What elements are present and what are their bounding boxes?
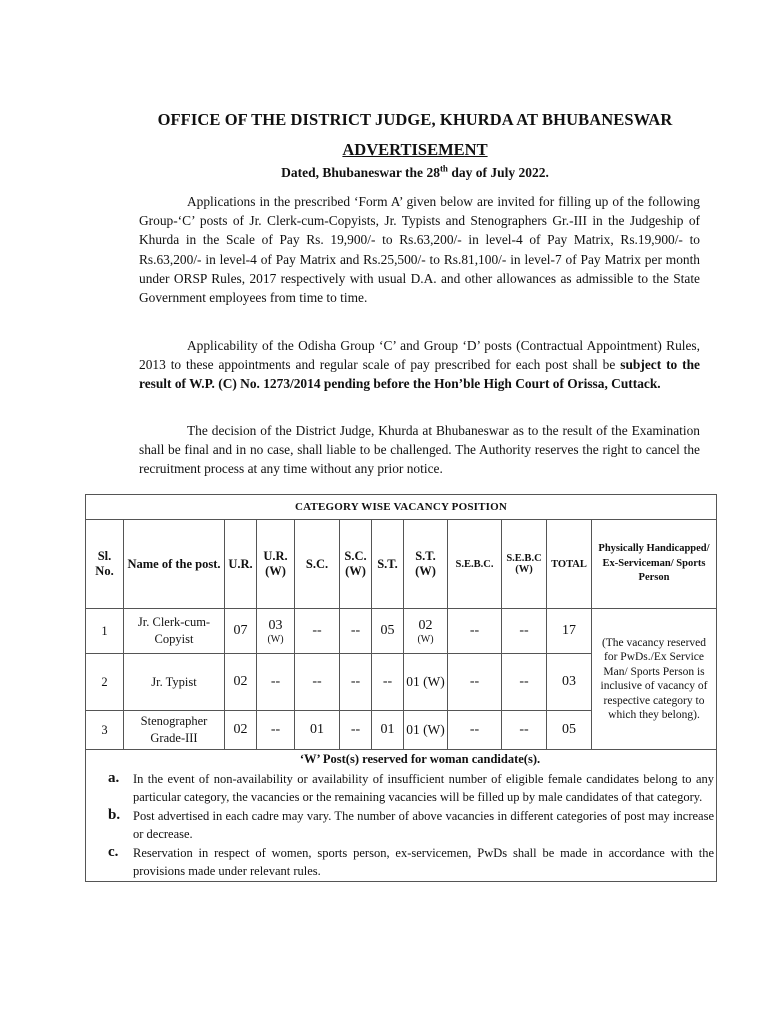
row-total: 03 [547, 654, 592, 711]
note-b [88, 807, 714, 844]
header-ur: U.R. [225, 520, 257, 609]
advertisement-heading: ADVERTISEMENT [342, 140, 488, 159]
note-a [88, 770, 714, 807]
row-sc-w: -- [340, 654, 372, 711]
dated-rest: day of July 2022. [451, 165, 549, 180]
row-sebc: -- [448, 711, 502, 750]
applicability-paragraph [139, 336, 700, 394]
note-c-text: Reservation in respect of women, sports person, ex-servicemen, PwDs shall be made in accordance with the provisions made under relevant rules. [133, 845, 714, 878]
row-ur: 02 [225, 654, 257, 711]
row-sc-w: -- [340, 609, 372, 654]
row-sc-w: -- [340, 711, 372, 750]
row-sc: 01 [295, 711, 340, 750]
dated-day: 28 [426, 165, 440, 180]
row-ur: 07 [225, 609, 257, 654]
row-st: 01 [372, 711, 404, 750]
vacancy-table [85, 494, 717, 882]
row-total: 17 [547, 609, 592, 654]
header-physically-handicapped: Physically Handicapped/ Ex-Serviceman/ Sports Person [592, 520, 717, 609]
decision-paragraph: The decision of the District Judge, Khurda at Bhubaneswar as to the result of the Examination shall be final and in no case, shall liable to be challenged. The Authority reserves the right to cancel the recruitment process at any time without any prior notice. [139, 423, 700, 477]
applicability-bold-text: subject to the result of W.P. (C) No. 1273/2014 pending before the Hon’ble High Court of Orissa, Cuttack. [139, 357, 700, 392]
header-total: TOTAL [547, 520, 592, 609]
row-ur: 02 [225, 711, 257, 750]
women-reservation-note: ‘W’ Post(s) reserved for woman candidate(s). [299, 752, 541, 766]
note-a-text: In the event of non-availability or availability of insufficient number of eligible female candidates belong to any particular category, the vacancies or the remaining vacancies will be filled up by male candidates of that category. [133, 771, 714, 804]
row-ur-w: -- [257, 711, 295, 750]
row-st: -- [372, 654, 404, 711]
row-sc: -- [295, 654, 340, 711]
row-ur-w: -- [257, 654, 295, 711]
row-sebc: -- [448, 654, 502, 711]
note-c [88, 844, 714, 881]
header-sebc: S.E.B.C. [448, 520, 502, 609]
physically-handicapped-note: (The vacancy reserved for PwDs./Ex Service Man/ Sports Person is inclusive of vacancy of respective category to which they belong). [592, 609, 717, 750]
row-st-w [404, 609, 448, 654]
note-b-text: Post advertised in each cadre may vary. The number of above vacancies in different categories of post may increase or decrease. [133, 808, 714, 841]
row-sebc-w: -- [502, 654, 547, 711]
dated-prefix: Dated, Bhubaneswar the [281, 165, 424, 180]
row-st: 05 [372, 609, 404, 654]
row-ur-w-marker: (W) [267, 633, 284, 645]
row-st-w-marker: (W) [417, 633, 434, 645]
row-ur-w [257, 609, 295, 654]
header-sl-no: Sl. No. [86, 520, 124, 609]
table-notes [86, 750, 717, 882]
header-sebc-w: S.E.B.C (W) [502, 520, 547, 609]
intro-paragraph: Applications in the prescribed ‘Form A’ given below are invited for filling up of the following Group-‘C’ posts of Jr. Clerk-cum-Copyists, Jr. Typists and Stenographers Gr.-III in the Judgeship of Khurda in the Scale of Pay Rs. 19,900/- to Rs.63,200/- in level-4 of Pay Matrix, Rs.19,900/- to Rs.63,200/- in level-4 of Pay Matrix and Rs.25,500/- to Rs.81,100/- in level-7 of Pay Matrix per month under ORSP Rules, 2017 respectively with usual D.A. and other allowances as admissible to the State Government employees from time to time. [139, 194, 700, 306]
row-sl: 3 [86, 711, 124, 750]
row-post-name: Jr. Typist [124, 654, 225, 711]
row-st-w: 01 (W) [404, 654, 448, 711]
row-post-name: Jr. Clerk-cum-Copyist [124, 609, 225, 654]
office-heading: OFFICE OF THE DISTRICT JUDGE, KHURDA AT BHUBANESWAR [157, 110, 673, 129]
header-st-w: S.T. (W) [404, 520, 448, 609]
dated-day-suffix: th [439, 163, 448, 174]
row-sl: 1 [86, 609, 124, 654]
header-ur-w: U.R. (W) [257, 520, 295, 609]
row-sebc: -- [448, 609, 502, 654]
header-st: S.T. [372, 520, 404, 609]
header-sc: S.C. [295, 520, 340, 609]
header-post-name: Name of the post. [124, 520, 225, 609]
applicability-text: Applicability of the Odisha Group ‘C’ and Group ‘D’ posts (Contractual Appointment) Rules, 2013 to these appointments and regular scale of pay prescribed for each post shall be [139, 338, 700, 373]
row-ur-w-value: 03 [268, 617, 283, 633]
table-caption: CATEGORY WISE VACANCY POSITION [86, 495, 717, 520]
row-sl: 2 [86, 654, 124, 711]
header-sc-w: S.C. (W) [340, 520, 372, 609]
row-st-w-value: 02 [418, 617, 433, 633]
row-sc: -- [295, 609, 340, 654]
note-a-label: a. [108, 769, 120, 786]
table-row [86, 609, 717, 654]
note-b-label: b. [108, 806, 121, 823]
row-sebc-w: -- [502, 609, 547, 654]
row-total: 05 [547, 711, 592, 750]
row-sebc-w: -- [502, 711, 547, 750]
row-post-name: Stenographer Grade-III [124, 711, 225, 750]
row-st-w: 01 (W) [404, 711, 448, 750]
note-c-label: c. [108, 843, 119, 860]
dated-line [0, 165, 770, 181]
